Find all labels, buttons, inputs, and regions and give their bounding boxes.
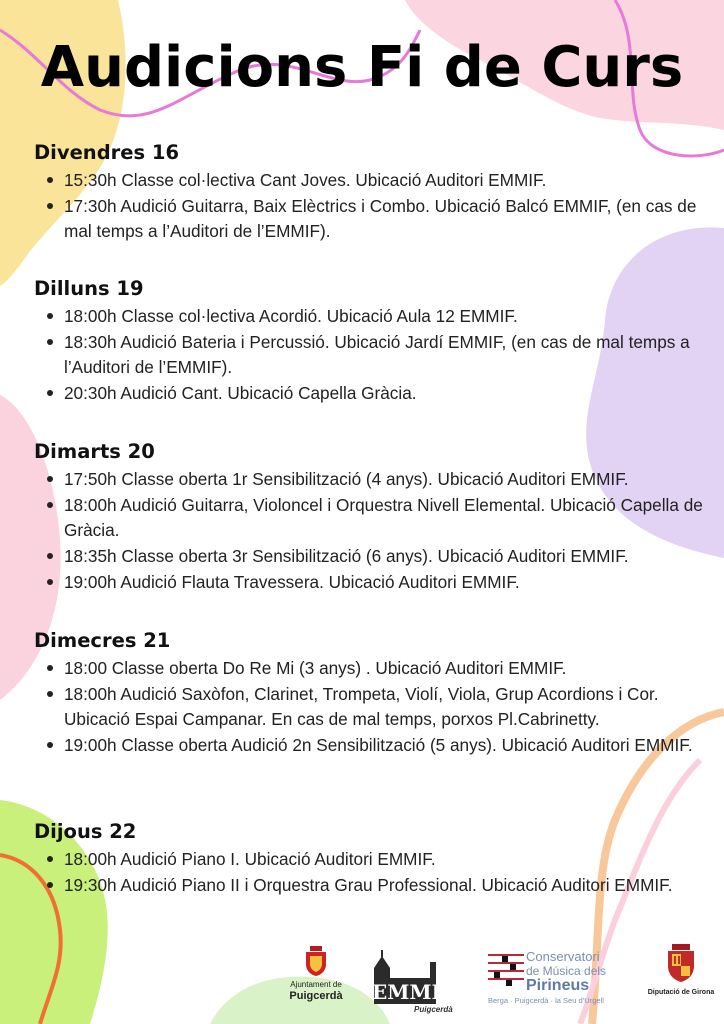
coat-of-arms-icon bbox=[666, 944, 696, 982]
list-item: 17:50h Classe oberta 1r Sensibilització (4 anys). Ubicació Auditori EMMIF. bbox=[34, 467, 714, 492]
logo-diputacio-girona bbox=[644, 944, 718, 1014]
logo-line: Puigcerdà bbox=[289, 990, 343, 1002]
event-list bbox=[34, 168, 714, 244]
day-section bbox=[34, 140, 714, 245]
logo-ajuntament-puigcerda bbox=[276, 946, 356, 1016]
event-list bbox=[34, 847, 714, 898]
logo-line: de Música dels bbox=[526, 964, 607, 978]
list-item: 18:30h Audició Bateria i Percussió. Ubicació Jardí EMMIF, (en cas de mal temps a l’Auditori de l’EMMIF). bbox=[34, 330, 714, 380]
list-item: 19:00h Audició Flauta Travessera. Ubicació Auditori EMMIF. bbox=[34, 570, 714, 595]
list-item: 20:30h Audició Cant. Ubicació Capella Gràcia. bbox=[34, 381, 714, 406]
list-item: 15:30h Classe col·lectiva Cant Joves. Ubicació Auditori EMMIF. bbox=[34, 168, 714, 193]
sponsor-logos bbox=[0, 940, 724, 1024]
logo-line: Diputació de Girona bbox=[647, 989, 715, 996]
logo-line: Ajuntament de bbox=[290, 980, 342, 989]
day-heading: Divendres 16 bbox=[34, 141, 180, 164]
day-section bbox=[34, 819, 714, 899]
list-item: 18:35h Classe oberta 3r Sensibilització (6 anys). Ubicació Auditori EMMIF. bbox=[34, 544, 714, 569]
logo-emmif bbox=[370, 948, 460, 1018]
logo-line: Conservatori bbox=[526, 949, 600, 964]
list-item: 18:00h Classe col·lectiva Acordió. Ubicació Aula 12 EMMIF. bbox=[34, 304, 714, 329]
list-item: 18:00h Audició Guitarra, Violoncel i Orquestra Nivell Elemental. Ubicació Capella de Gràcia. bbox=[34, 493, 714, 543]
day-heading: Dimarts 20 bbox=[34, 440, 155, 463]
day-heading: Dijous 22 bbox=[34, 820, 137, 843]
list-item: 18:00 Classe oberta Do Re Mi (3 anys) . Ubicació Auditori EMMIF. bbox=[34, 656, 714, 681]
list-item: 18:00h Audició Piano I. Ubicació Auditori EMMIF. bbox=[34, 847, 714, 872]
page-title: Audicions Fi de Curs bbox=[40, 35, 684, 100]
event-list bbox=[34, 304, 714, 406]
logo-conservatori bbox=[488, 950, 618, 1020]
list-item: 17:30h Audició Guitarra, Baix Elèctrics i Combo. Ubicació Balcó EMMIF, (en cas de mal temps a l’Auditori de l’EMMIF). bbox=[34, 194, 714, 244]
logo-line: Pirineus bbox=[526, 977, 590, 994]
list-item: 19:00h Classe oberta Audició 2n Sensibilització (5 anys). Ubicació Auditori EMMIF. bbox=[34, 733, 714, 758]
day-heading: Dilluns 19 bbox=[34, 277, 144, 300]
logo-sub: Puigcerdà bbox=[414, 1005, 453, 1014]
day-heading: Dimecres 21 bbox=[34, 629, 171, 652]
list-item: 18:00h Audició Saxòfon, Clarinet, Trompeta, Violí, Viola, Grup Acordions i Cor. Ubicació Espai Campanar. En cas de mal temps, porxos Pl.Cabrinetty. bbox=[34, 682, 714, 732]
day-section bbox=[34, 276, 714, 407]
day-section bbox=[34, 628, 714, 759]
piano-keys-icon bbox=[488, 954, 524, 988]
day-section bbox=[34, 439, 714, 596]
list-item: 19:30h Audició Piano II i Orquestra Grau Professional. Ubicació Auditori EMMIF. bbox=[34, 873, 714, 898]
logo-line: Berga · Puigcerdà · la Seu d’Urgell bbox=[488, 996, 604, 1005]
event-list bbox=[34, 656, 714, 758]
logo-name: EMMIF bbox=[372, 980, 456, 1004]
event-list bbox=[34, 467, 714, 595]
coat-of-arms-icon bbox=[304, 946, 328, 976]
